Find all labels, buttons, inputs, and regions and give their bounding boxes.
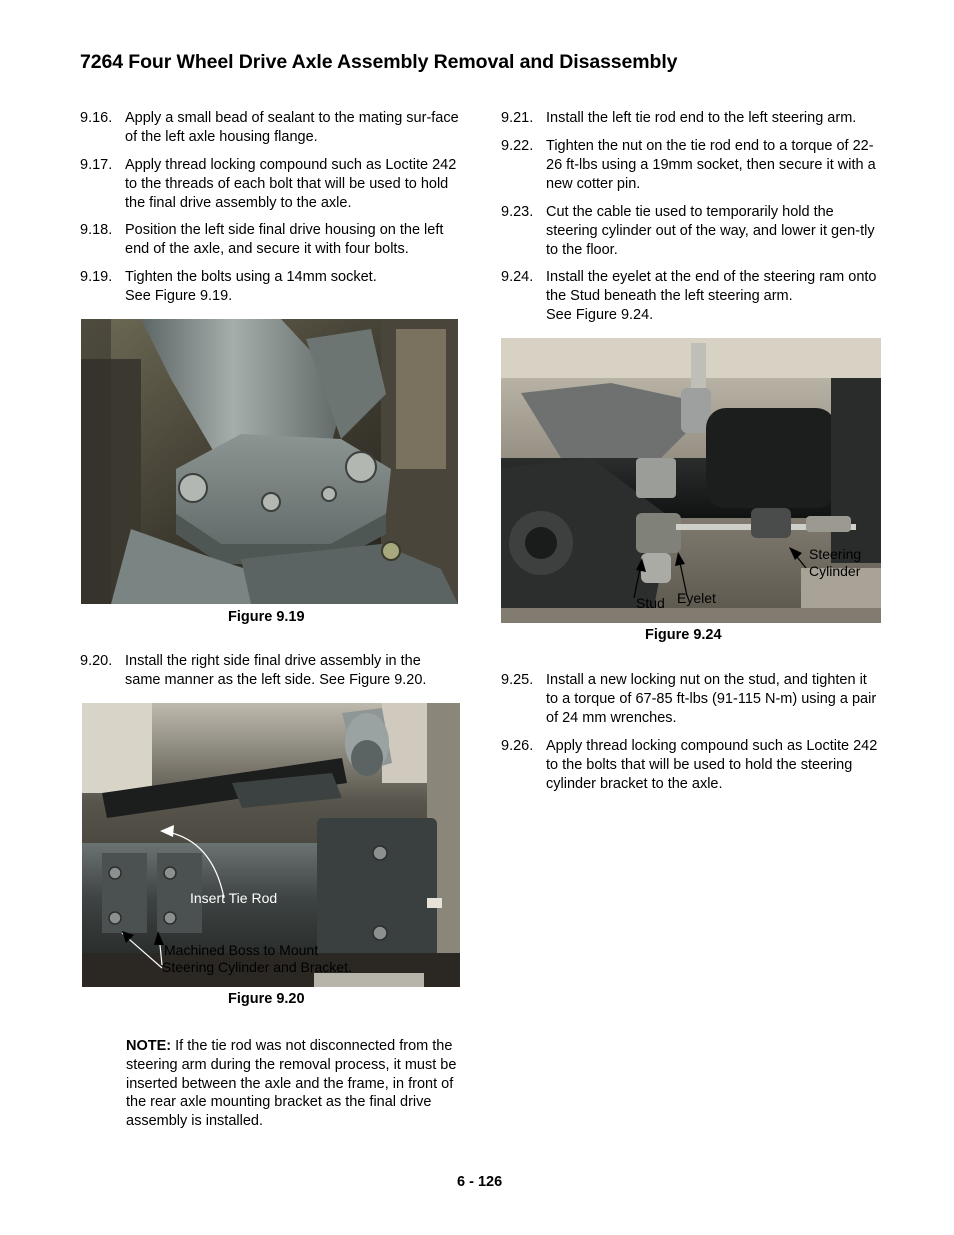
figure-9-24-caption: Figure 9.24 xyxy=(645,627,722,643)
callout-stud: Stud xyxy=(636,595,665,611)
callout-machined-boss-line2: Steering Cylinder and Bracket. xyxy=(162,959,352,975)
figure-9-20-caption: Figure 9.20 xyxy=(228,991,305,1007)
figure-reference: See Figure 9.24. xyxy=(546,306,654,323)
step-9-19 xyxy=(80,268,465,308)
step-text: Apply thread locking compound such as Loctite 242 to the threads of each bolt that will be used to hold the final drive assembly to the axle. xyxy=(125,157,457,211)
step-number: 9.25. xyxy=(501,672,534,688)
callout-insert-tie-rod: Insert Tie Rod xyxy=(190,890,278,906)
callout-eyelet: Eyelet xyxy=(677,590,716,606)
note-label: NOTE: xyxy=(126,1038,172,1054)
note-text: If the tie rod was not disconnected from the steering arm during the removal process, it must be inserted between the axle and the frame, in front of the rear axle mounting bracket as the final drive assembly is installed. xyxy=(126,1038,457,1130)
step-9-26 xyxy=(501,737,886,797)
step-text: Cut the cable tie used to temporarily hold the steering cylinder out of the way, and lower it gen-tly to the floor. xyxy=(546,204,875,258)
step-text: Tighten the nut on the tie rod end to a torque of 22-26 ft-lbs using a 19mm socket, then secure it with a new cotter pin. xyxy=(546,138,876,192)
step-9-18 xyxy=(80,221,465,261)
step-number: 9.23. xyxy=(501,204,534,220)
step-number: 9.17. xyxy=(80,157,113,173)
callout-steering-line1: Steering xyxy=(809,546,862,562)
step-text: Install the eyelet at the end of the steering ram onto the Stud beneath the left steering arm. xyxy=(546,269,877,304)
callout-steering-line2: Cylinder xyxy=(809,563,861,579)
note-paragraph xyxy=(126,1037,466,1131)
step-text: Install the right side final drive assembly in the same manner as the left side. See Figure 9.20. xyxy=(125,653,427,688)
step-9-16 xyxy=(80,109,465,149)
figure-9-19-caption: Figure 9.19 xyxy=(228,609,305,625)
step-text: Install a new locking nut on the stud, and tighten it to a torque of 67-85 ft-lbs (91-115 N-m) using a pair of 24 mm wrenches. xyxy=(546,672,877,726)
step-text: Apply a small bead of sealant to the mating sur-face of the left axle housing flange. xyxy=(125,110,459,145)
step-9-24 xyxy=(501,268,886,328)
step-9-23 xyxy=(501,203,886,263)
step-text: Tighten the bolts using a 14mm socket. xyxy=(125,269,377,285)
figure-9-19-photo xyxy=(81,319,458,604)
step-number: 9.19. xyxy=(80,269,113,285)
step-text: Position the left side final drive housing on the left end of the axle, and secure it with four bolts. xyxy=(125,222,444,257)
step-number: 9.20. xyxy=(80,653,113,669)
step-9-22 xyxy=(501,137,886,197)
step-text: Install the left tie rod end to the left steering arm. xyxy=(546,110,857,126)
page-number: 6 - 126 xyxy=(457,1174,503,1190)
figure-reference: See Figure 9.19. xyxy=(125,287,233,304)
step-9-21 xyxy=(501,109,886,129)
figure-9-24-photo xyxy=(501,338,881,623)
step-text: Apply thread locking compound such as Loctite 242 to the bolts that will be used to hold the steering cylinder bracket to the axle. xyxy=(546,738,878,792)
step-number: 9.16. xyxy=(80,110,113,126)
step-number: 9.18. xyxy=(80,222,113,238)
step-number: 9.22. xyxy=(501,138,534,154)
callout-machined-boss-line1: Machined Boss to Mount xyxy=(164,942,319,958)
step-number: 9.21. xyxy=(501,110,534,126)
step-number: 9.24. xyxy=(501,269,534,285)
step-9-25 xyxy=(501,671,886,731)
step-9-20 xyxy=(80,652,465,692)
step-number: 9.26. xyxy=(501,738,534,754)
step-9-17 xyxy=(80,156,465,216)
page-title: 7264 Four Wheel Drive Axle Assembly Removal and Disassembly xyxy=(80,51,678,73)
